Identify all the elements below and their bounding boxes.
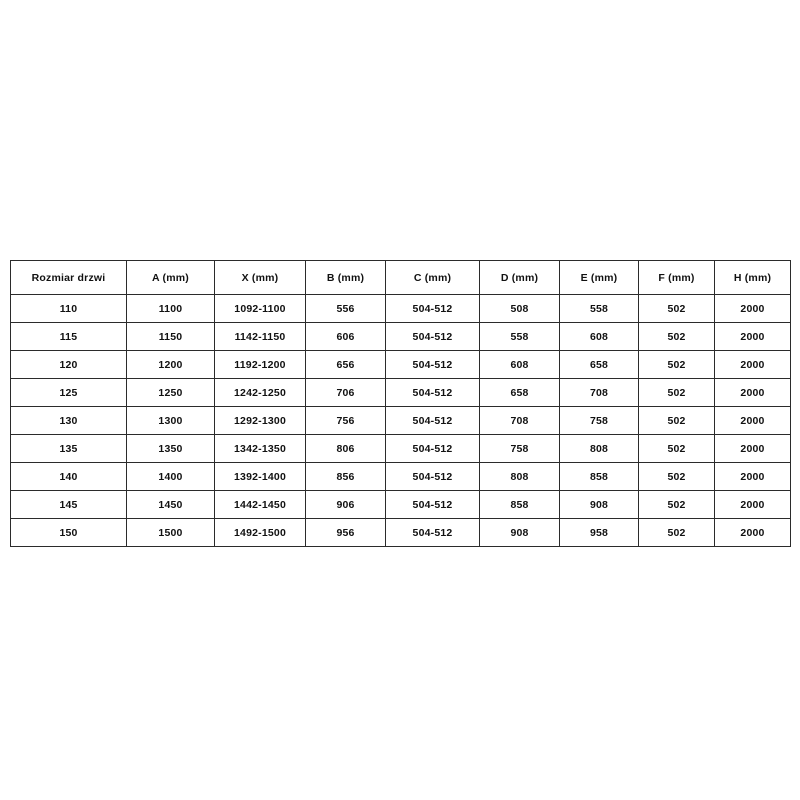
cell-f: 502 bbox=[639, 379, 715, 407]
cell-h: 2000 bbox=[715, 463, 791, 491]
cell-e: 658 bbox=[560, 351, 639, 379]
table-row bbox=[11, 491, 791, 519]
column-header-f: F (mm) bbox=[639, 261, 715, 295]
cell-d: 558 bbox=[480, 323, 560, 351]
cell-c: 504-512 bbox=[386, 491, 480, 519]
cell-b: 556 bbox=[306, 295, 386, 323]
cell-a: 1250 bbox=[127, 379, 215, 407]
cell-x: 1492-1500 bbox=[215, 519, 306, 547]
cell-e: 958 bbox=[560, 519, 639, 547]
cell-c: 504-512 bbox=[386, 323, 480, 351]
cell-b: 956 bbox=[306, 519, 386, 547]
cell-f: 502 bbox=[639, 407, 715, 435]
table-row bbox=[11, 463, 791, 491]
cell-d: 758 bbox=[480, 435, 560, 463]
cell-d: 508 bbox=[480, 295, 560, 323]
cell-e: 708 bbox=[560, 379, 639, 407]
table-body bbox=[11, 295, 791, 547]
cell-size: 140 bbox=[11, 463, 127, 491]
cell-size: 120 bbox=[11, 351, 127, 379]
cell-b: 856 bbox=[306, 463, 386, 491]
cell-a: 1300 bbox=[127, 407, 215, 435]
column-header-b: B (mm) bbox=[306, 261, 386, 295]
cell-d: 858 bbox=[480, 491, 560, 519]
spec-table-container bbox=[10, 260, 790, 547]
column-header-d: D (mm) bbox=[480, 261, 560, 295]
cell-x: 1442-1450 bbox=[215, 491, 306, 519]
cell-f: 502 bbox=[639, 295, 715, 323]
cell-size: 130 bbox=[11, 407, 127, 435]
cell-h: 2000 bbox=[715, 435, 791, 463]
cell-a: 1100 bbox=[127, 295, 215, 323]
cell-c: 504-512 bbox=[386, 379, 480, 407]
cell-e: 808 bbox=[560, 435, 639, 463]
cell-a: 1400 bbox=[127, 463, 215, 491]
cell-c: 504-512 bbox=[386, 435, 480, 463]
cell-b: 656 bbox=[306, 351, 386, 379]
cell-b: 756 bbox=[306, 407, 386, 435]
cell-d: 658 bbox=[480, 379, 560, 407]
cell-a: 1350 bbox=[127, 435, 215, 463]
table-row bbox=[11, 351, 791, 379]
cell-c: 504-512 bbox=[386, 519, 480, 547]
column-header-c: C (mm) bbox=[386, 261, 480, 295]
cell-e: 758 bbox=[560, 407, 639, 435]
cell-c: 504-512 bbox=[386, 351, 480, 379]
cell-size: 125 bbox=[11, 379, 127, 407]
cell-d: 608 bbox=[480, 351, 560, 379]
cell-h: 2000 bbox=[715, 295, 791, 323]
cell-b: 706 bbox=[306, 379, 386, 407]
column-header-a: A (mm) bbox=[127, 261, 215, 295]
cell-f: 502 bbox=[639, 491, 715, 519]
cell-d: 708 bbox=[480, 407, 560, 435]
cell-size: 145 bbox=[11, 491, 127, 519]
cell-h: 2000 bbox=[715, 519, 791, 547]
cell-f: 502 bbox=[639, 323, 715, 351]
cell-d: 908 bbox=[480, 519, 560, 547]
cell-h: 2000 bbox=[715, 491, 791, 519]
cell-a: 1150 bbox=[127, 323, 215, 351]
cell-d: 808 bbox=[480, 463, 560, 491]
table-row bbox=[11, 435, 791, 463]
table-row bbox=[11, 519, 791, 547]
cell-x: 1092-1100 bbox=[215, 295, 306, 323]
cell-b: 606 bbox=[306, 323, 386, 351]
column-header-x: X (mm) bbox=[215, 261, 306, 295]
table-row bbox=[11, 295, 791, 323]
cell-e: 608 bbox=[560, 323, 639, 351]
cell-h: 2000 bbox=[715, 351, 791, 379]
cell-a: 1450 bbox=[127, 491, 215, 519]
cell-f: 502 bbox=[639, 519, 715, 547]
door-size-spec-table bbox=[10, 260, 791, 547]
cell-size: 150 bbox=[11, 519, 127, 547]
cell-b: 906 bbox=[306, 491, 386, 519]
table-row bbox=[11, 407, 791, 435]
cell-x: 1392-1400 bbox=[215, 463, 306, 491]
column-header-h: H (mm) bbox=[715, 261, 791, 295]
cell-e: 908 bbox=[560, 491, 639, 519]
cell-e: 858 bbox=[560, 463, 639, 491]
cell-x: 1242-1250 bbox=[215, 379, 306, 407]
cell-a: 1200 bbox=[127, 351, 215, 379]
cell-x: 1292-1300 bbox=[215, 407, 306, 435]
cell-b: 806 bbox=[306, 435, 386, 463]
cell-x: 1342-1350 bbox=[215, 435, 306, 463]
cell-x: 1142-1150 bbox=[215, 323, 306, 351]
cell-x: 1192-1200 bbox=[215, 351, 306, 379]
cell-a: 1500 bbox=[127, 519, 215, 547]
cell-e: 558 bbox=[560, 295, 639, 323]
table-header-row bbox=[11, 261, 791, 295]
cell-f: 502 bbox=[639, 435, 715, 463]
table-row bbox=[11, 323, 791, 351]
cell-h: 2000 bbox=[715, 379, 791, 407]
cell-f: 502 bbox=[639, 351, 715, 379]
cell-c: 504-512 bbox=[386, 463, 480, 491]
cell-size: 135 bbox=[11, 435, 127, 463]
cell-size: 115 bbox=[11, 323, 127, 351]
cell-h: 2000 bbox=[715, 323, 791, 351]
table-row bbox=[11, 379, 791, 407]
cell-f: 502 bbox=[639, 463, 715, 491]
column-header-rozmiar-drzwi: Rozmiar drzwi bbox=[11, 261, 127, 295]
column-header-e: E (mm) bbox=[560, 261, 639, 295]
cell-h: 2000 bbox=[715, 407, 791, 435]
table-header bbox=[11, 261, 791, 295]
cell-c: 504-512 bbox=[386, 407, 480, 435]
cell-size: 110 bbox=[11, 295, 127, 323]
cell-c: 504-512 bbox=[386, 295, 480, 323]
